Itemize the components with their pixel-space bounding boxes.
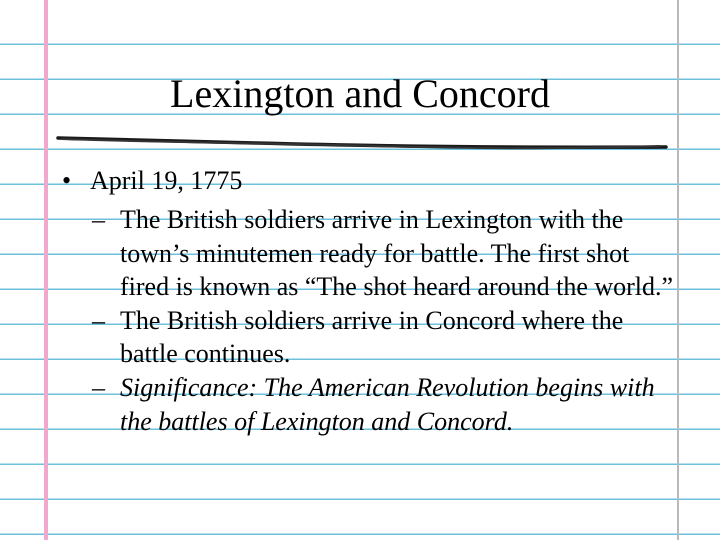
sub-item-lexington [62,203,674,304]
dash-marker: – [92,305,105,335]
bullet-marker: • [62,166,72,195]
dash-marker: – [92,205,105,234]
sub-item-text: The British soldiers arrive in Lexington with the town’s minutemen ready for battle. The first shot fired is known as “The shot heard around the world.” [120,205,674,302]
sub-item-significance [62,371,674,438]
title-underline-stroke [56,130,668,156]
sub-item-text: Significance: The American Revolution begins with the battles of Lexington and Concord. [120,372,655,436]
slide-body [62,163,674,438]
dash-marker: – [92,372,105,402]
sub-item-concord [62,304,674,371]
sub-item-text: The British soldiers arrive in Concord where the battle continues. [120,305,624,369]
bullet-text: April 19, 1775 [90,166,243,195]
page-edge-line [677,0,679,540]
notebook-margin-line [44,0,48,540]
sub-bullet-list [62,203,674,438]
slide-title: Lexington and Concord [170,71,550,116]
bullet-item-date [62,163,674,199]
